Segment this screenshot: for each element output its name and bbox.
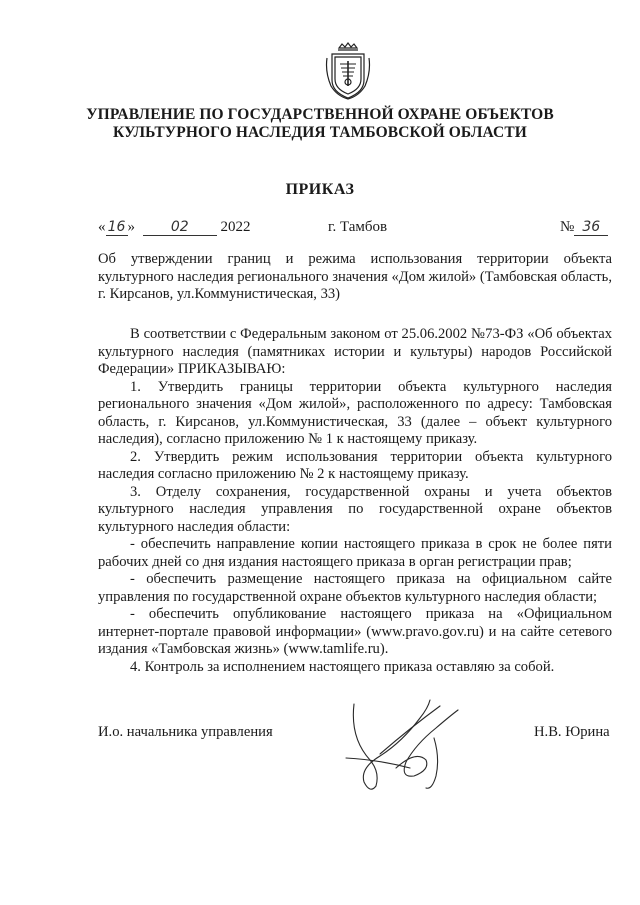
- signer-position: И.о. начальника управления: [98, 724, 273, 740]
- organization-name-line-2: КУЛЬТУРНОГО НАСЛЕДИЯ ТАМБОВСКОЙ ОБЛАСТИ: [113, 124, 527, 141]
- item-1: 1. Утвердить границы территории объекта культурного наследия регионального значения «Дом жилой», расположенного по адресу: Тамбовская область, г. Кирсанов, ул.Коммунистическая, 33 (далее – объект культурного наследия), согласно приложению № 1 к настоящему приказу.: [98, 378, 612, 447]
- handwritten-signature: [340, 698, 480, 798]
- signer-name: Н.В. Юрина: [534, 724, 610, 740]
- subitem-3: - обеспечить опубликование настоящего приказа на «Официальном интернет-портале правовой информации» (www.pravo.gov.ru) и на сайте сетевого издания «Тамбовская жизнь» (www.tamlife.ru).: [98, 606, 612, 657]
- order-number: [560, 219, 608, 236]
- document-title: ПРИКАЗ: [285, 181, 355, 198]
- subitem-1: - обеспечить направление копии настоящего приказа в срок не более пяти рабочих дней со дня издания настоящего приказа в орган регистрации прав;: [98, 536, 612, 570]
- order-city: г. Тамбов: [328, 219, 388, 235]
- date-quote-close: »: [127, 219, 135, 235]
- order-subject: Об утверждении границ и режима использования территории объекта культурного наследия регионального значения «Дом жилой» (Тамбовская область, г. Кирсанов, ул.Коммунистическая, 33): [98, 251, 612, 302]
- order-date: [98, 219, 251, 236]
- item-4: 4. Контроль за исполнением настоящего приказа оставляю за собой.: [130, 658, 555, 675]
- date-quote-open: «: [98, 219, 106, 235]
- preamble: В соответствии с Федеральным законом от 25.06.2002 №73-ФЗ «Об объектах культурного наследия (памятниках истории и культуры) народов Российской Федерации» ПРИКАЗЫВАЮ:: [98, 326, 612, 377]
- subitem-2: - обеспечить размещение настоящего приказа на официальном сайте управления по государственной охране объектов культурного наследия области;: [98, 571, 612, 605]
- order-body: [98, 326, 612, 676]
- organization-name-line-1: УПРАВЛЕНИЕ ПО ГОСУДАРСТВЕННОЙ ОХРАНЕ ОБЪЕКТОВ: [86, 106, 554, 123]
- date-day: 16: [106, 220, 128, 236]
- number-sign: №: [560, 219, 575, 235]
- coat-of-arms-emblem: [325, 42, 371, 100]
- item-3: 3. Отделу сохранения, государственной охраны и учета объектов культурного наследия управления по государственной охране объектов культурного наследия области:: [98, 483, 612, 535]
- item-2: 2. Утвердить режим использования территории объекта культурного наследия согласно приложению № 2 к настоящему приказу.: [98, 448, 612, 482]
- number-value: 36: [574, 220, 608, 236]
- date-year: 2022: [220, 219, 251, 235]
- date-month: 02: [143, 220, 217, 236]
